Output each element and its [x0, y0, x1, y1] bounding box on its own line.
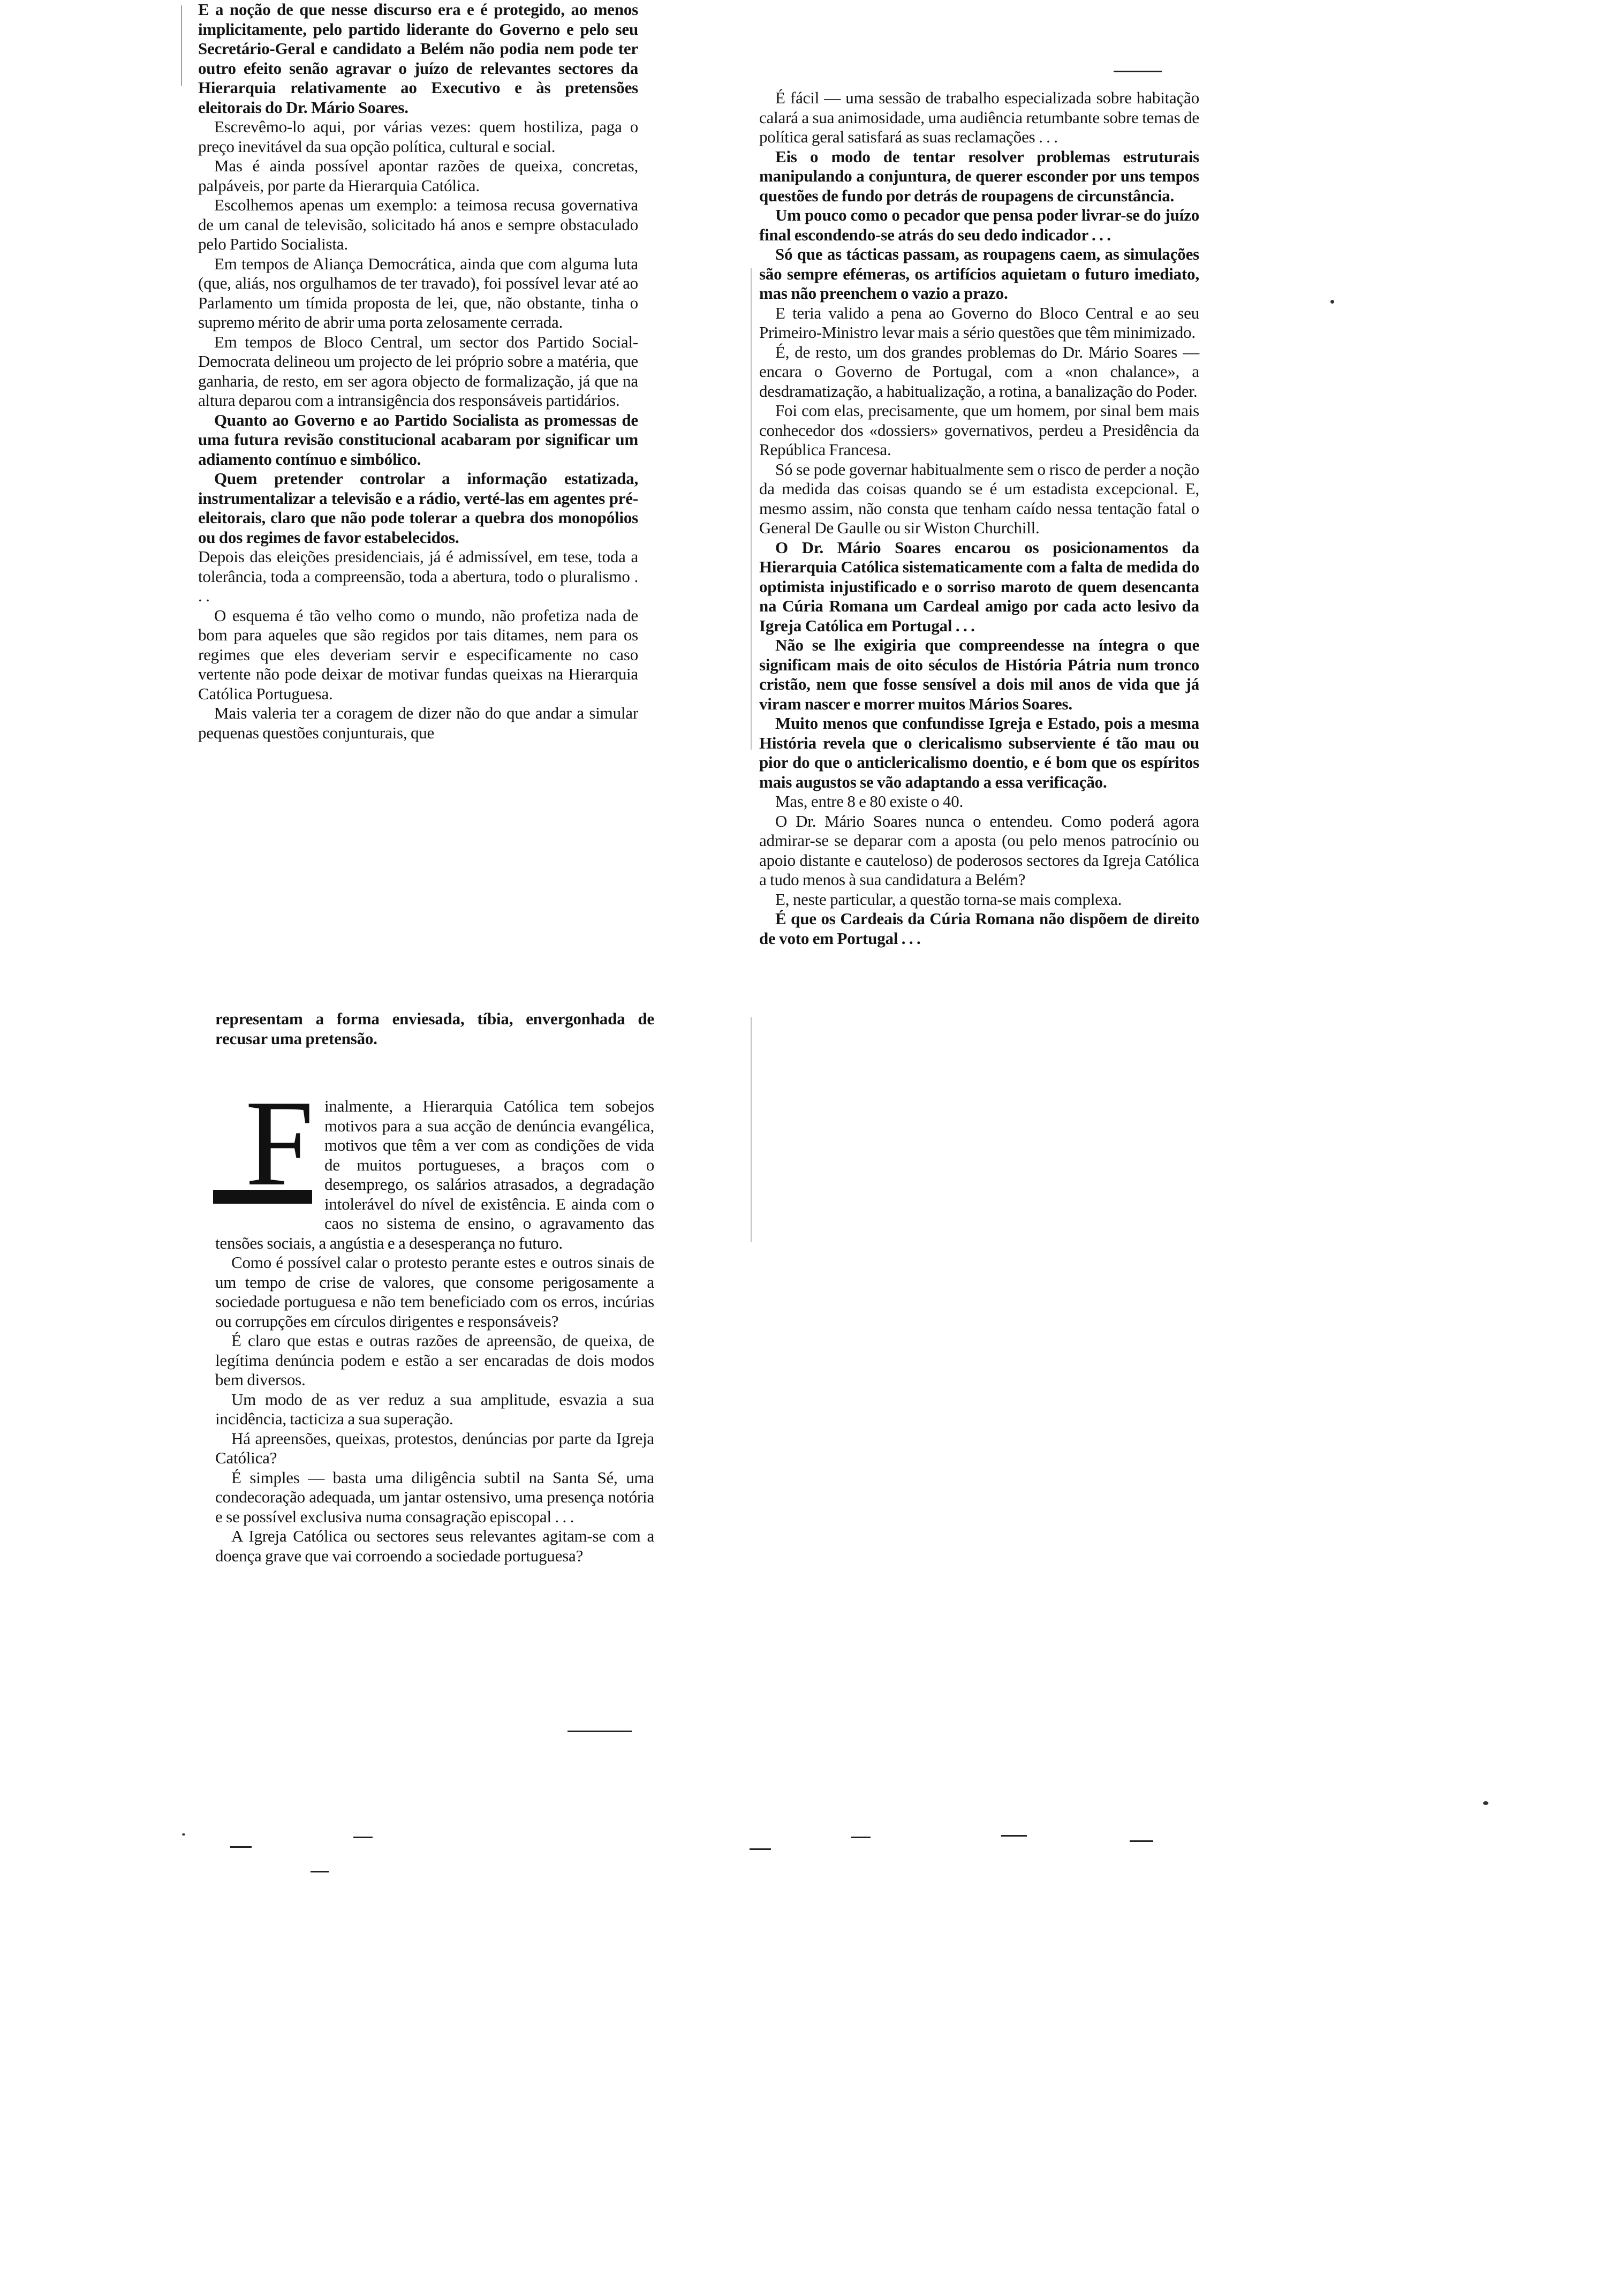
- paragraph: Depois das eleições presidenciais, já é admissível, em tese, toda a tolerância, toda a compreensão, toda a abertura, todo o pluralismo . . .: [198, 547, 638, 605]
- paragraph: Um modo de as ver reduz a sua amplitude, esvazia a sua incidência, tacticiza a sua superação.: [215, 1389, 654, 1428]
- paragraph: O esquema é tão velho como o mundo, não profetiza nada de bom para aqueles que são regidos por tais ditames, nem para os regimes que eles deveriam servir e especificamente no caso vertente não pode deixar de motivar fundas queixas na Hierarquia Católica Portuguesa.: [198, 606, 638, 703]
- paragraph: Quanto ao Governo e ao Partido Socialista as promessas de uma futura revisão constitucional acabaram por significar um adiamento contínuo e simbólico.: [198, 410, 638, 469]
- paragraph: É, de resto, um dos grandes problemas do Dr. Mário Soares — encara o Governo de Portugal, com a «non chalance», a desdramatização, a habitualização, a rotina, a banalização do Poder.: [759, 342, 1199, 401]
- dropcap-paragraph: [215, 1093, 654, 1253]
- paragraph: Há apreensões, queixas, protestos, denúncias por parte da Igreja Católica?: [215, 1429, 654, 1467]
- paragraph: Em tempos de Bloco Central, um sector dos Partido Social-Democrata delineou um projecto de lei próprio sobre a matéria, que ganharia, de resto, em ser agora objecto de formalização, já que na altura deparou com a intransigência dos responsáveis partidários.: [198, 332, 638, 410]
- scan-speck: [1330, 300, 1334, 304]
- paragraph: Muito menos que confundisse Igreja e Estado, pois a mesma História revela que o clericalismo subserviente é tão mau ou pior do que o anticlericalismo doentio, e é bom que os espíritos mais augustos se vão adaptando a essa verificação.: [759, 714, 1199, 791]
- paragraph: Como é possível calar o protesto perante estes e outros sinais de um tempo de crise de valores, que consome perigosamente a sociedade portuguesa e não tem beneficiado com os erros, incúrias ou corrupções em círculos dirigentes e responsáveis?: [215, 1253, 654, 1331]
- article-column-left-bottom: [215, 1009, 654, 1566]
- paragraph: Um pouco como o pecador que pensa poder livrar-se do juízo final escondendo-se atrás do seu dedo indicador . . .: [759, 206, 1199, 244]
- paragraph: É claro que estas e outras razões de apreensão, de queixa, de legítima denúncia podem e estão a ser encaradas de dois modos bem diversos.: [215, 1331, 654, 1389]
- paragraph-text: Escrevêmo-lo aqui, por várias vezes: quem hostiliza, paga o preço inevitável da sua opção política, cultural e social.: [198, 117, 638, 156]
- paragraph: O Dr. Mário Soares nunca o entendeu. Como poderá agora admirar-se se deparar com a aposta (ou pelo menos patrocínio ou apoio distante e cauteloso) de poderosos sectores da Igreja Católica a tudo menos à sua candidatura a Belém?: [759, 811, 1199, 889]
- paragraph: Só que as tácticas passam, as roupagens caem, as simulações são sempre efémeras, os artifícios aquietam o futuro imediato, mas não preenchem o vazio a prazo.: [759, 245, 1199, 303]
- scan-dash-mark: [1114, 71, 1162, 72]
- scan-speck: [1483, 1801, 1488, 1805]
- paragraph: E a noção de que nesse discurso era e é protegido, ao menos implicitamente, pelo partido liderante do Governo e pelo seu Secretário-Geral e candidato a Belém não podia nem pode ter outro efeito senão agravar o juízo de relevantes sectores da Hierarquia relativamente ao Executivo e às pretensões eleitorais do Dr. Mário Soares.: [198, 0, 638, 117]
- scan-dash-mark: [1130, 1840, 1153, 1842]
- paragraph-bold-continuation: representam a forma enviesada, tíbia, envergonhada de recusar uma pretensão.: [215, 1009, 654, 1048]
- paragraph: Quem pretender controlar a informação estatizada, instrumentalizar a televisão e a rádio, verté-las em agentes pré-eleitorais, claro que não pode tolerar a quebra dos monopólios ou dos regimes de favor estabelecidos.: [198, 469, 638, 547]
- paragraph: Mas é ainda possível apontar razões de queixa, concretas, palpáveis, por parte da Hierarquia Católica.: [198, 156, 638, 195]
- paragraph: É fácil — uma sessão de trabalho especializada sobre habitação calará a sua animosidade, uma audiência retumbante sobre temas de política geral satisfará as suas reclamações . . .: [759, 88, 1199, 146]
- scan-speck: [182, 1833, 185, 1836]
- paragraph: Foi com elas, precisamente, que um homem, por sinal bem mais conhecedor dos «dossiers» governativos, perdeu a Presidência da República Francesa.: [759, 401, 1199, 459]
- paragraph: Só se pode governar habitualmente sem o risco de perder a noção da medida das coisas quando se é um estadista excepcional. E, mesmo assim, não consta que tenham caído nessa tentação fatal o General De Gaulle ou sir Wiston Churchill.: [759, 459, 1199, 537]
- svg-text:F: F: [245, 1093, 314, 1211]
- dropcap-letter: [212, 1093, 314, 1214]
- scan-dash-mark: [1001, 1835, 1027, 1837]
- paragraph: Escolhemos apenas um exemplo: a teimosa recusa governativa de um canal de televisão, solicitado há anos e sempre obstaculado pelo Partido Socialista.: [198, 195, 638, 253]
- paragraph: A Igreja Católica ou sectores seus relevantes agitam-se com a doença grave que vai corroendo a sociedade portuguesa?: [215, 1527, 654, 1565]
- clipping-edge-mark: [181, 5, 182, 86]
- paragraph: Em tempos de Aliança Democrática, ainda que com alguma luta (que, aliás, nos orgulhamos de ter travado), foi possível levar até ao Parlamento um tímida proposta de lei, que, não obstante, tinha o supremo mérito de abrir uma porta zelosamente cerrada.: [198, 254, 638, 331]
- scan-dash-mark: [851, 1837, 871, 1838]
- paragraph: O Dr. Mário Soares encarou os posicionamentos da Hierarquia Católica sistematicamente com a falta de medida do optimista injustificado e o sorriso maroto de quem desencanta na Cúria Romana um Cardeal amigo por cada acto lesivo da Igreja Católica em Portugal . . .: [759, 538, 1199, 635]
- scan-dash-mark: [568, 1731, 632, 1732]
- article-column-right: [759, 88, 1199, 948]
- dropcap-ornament: [212, 1093, 314, 1214]
- scan-dash-mark: [750, 1848, 771, 1850]
- paragraph: Mas, entre 8 e 80 existe o 40.: [775, 792, 964, 811]
- paragraph: Não se lhe exigiria que compreendesse na íntegra o que significam mais de oito séculos de História Pátria num tronco cristão, nem que fosse sensível a dois mil anos de vida que já viram nascer e morrer muitos Mários Soares.: [759, 636, 1199, 713]
- paragraph: Eis o modo de tentar resolver problemas estruturais manipulando a conjuntura, de querer esconder por uns tempos questões de fundo por detrás de roupagens de circunstância.: [759, 147, 1199, 205]
- paragraph: E, neste particular, a questão torna-se mais complexa.: [775, 889, 1122, 909]
- clipping-edge-mark: [751, 1017, 752, 1242]
- paragraph: inalmente, a Hierarquia Católica tem sobejos motivos para a sua acção de denúncia evangélica, motivos que têm a ver com as condições de vida de muitos portugueses, a braços com o desemprego, os salários atrasados, a degradação intolerável do nível de existência. E ainda com o caos no sistema de ensino, o agravamento das tensões sociais, a angústia e a desesperança no futuro.: [215, 1097, 654, 1252]
- paragraph: É que os Cardeais da Cúria Romana não dispõem de direito de voto em Portugal . . .: [759, 909, 1199, 948]
- paragraph: E teria valido a pena ao Governo do Bloco Central e ao seu Primeiro-Ministro levar mais a sério questões que têm minimizado.: [759, 303, 1199, 342]
- paragraph: [198, 117, 638, 156]
- clipping-edge-mark: [751, 268, 752, 750]
- paragraph: É simples — basta uma diligência subtil na Santa Sé, uma condecoração adequada, um jantar ostensivo, uma presença notória e se possível exclusiva numa consagração episcopal . . .: [215, 1468, 654, 1526]
- article-column-left-top: [198, 0, 638, 743]
- scan-dash-mark: [230, 1846, 252, 1848]
- paragraph: Mais valeria ter a coragem de dizer não do que andar a simular pequenas questões conjunturais, que: [198, 704, 638, 742]
- scan-dash-mark: [353, 1837, 373, 1838]
- scan-dash-mark: [311, 1871, 329, 1872]
